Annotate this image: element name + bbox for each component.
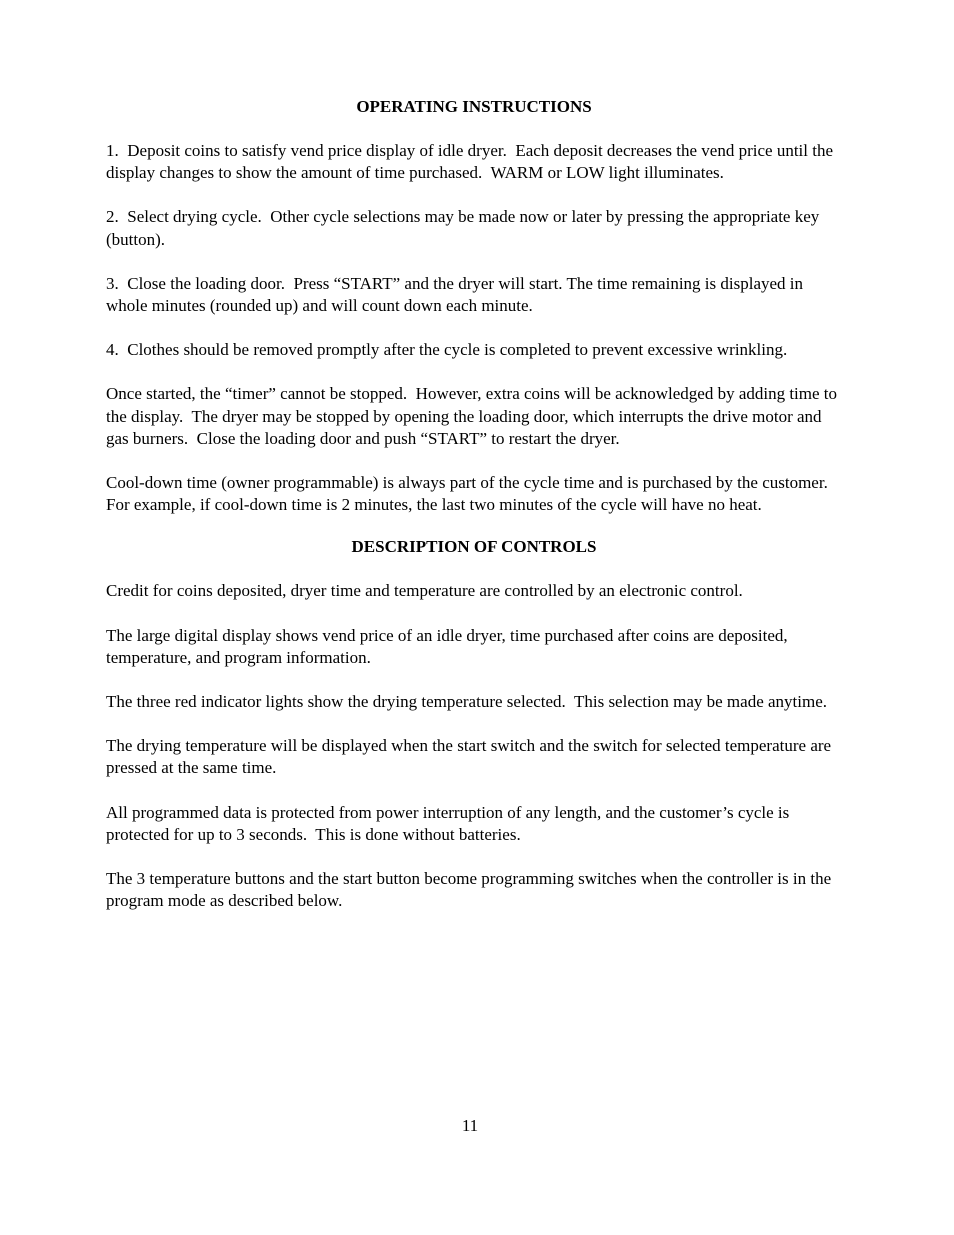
document-page [106,96,842,934]
step-1-paragraph: 1. Deposit coins to satisfy vend price display of idle dryer. Each deposit decreases the vend price until the display changes to show the amount of time purchased. WARM or LOW light illuminates. [106,141,838,183]
step-2-paragraph: 2. Select drying cycle. Other cycle selections may be made now or later by pressing the appropriate key (button). [106,207,824,249]
step-3-paragraph: 3. Close the loading door. Press “START” and the dryer will start. The time remaining is displayed in whole minutes (rounded up) and will count down each minute. [106,273,808,316]
controls-paragraph: The large digital display shows vend price of an idle dryer, time purchased after coins are deposited, temperature, and program information. [106,625,792,667]
controls-paragraph: Credit for coins deposited, dryer time and temperature are controlled by an electronic control. [106,581,743,601]
controls-paragraph: All programmed data is protected from power interruption of any length, and the customer’s cycle is protected for up to 3 seconds. This is done without batteries. [106,802,794,844]
controls-paragraph: The three red indicator lights show the drying temperature selected. This selection may be made anytime. [106,692,828,712]
page-number: 11 [461,1116,479,1135]
controls-paragraph: The drying temperature will be displayed when the start switch and the switch for selected temperature are pressed at the same time. [106,736,836,778]
step-4-paragraph: 4. Clothes should be removed promptly after the cycle is completed to prevent excessive wrinkling. [106,340,788,360]
cool-down-paragraph: Cool-down time (owner programmable) is always part of the cycle time and is purchased by the customer. For example, if cool-down time is 2 minutes, the last two minutes of the cycle will have no heat. [106,473,837,515]
timer-note-paragraph: Once started, the “timer” cannot be stopped. However, extra coins will be acknowledged by adding time to the display. The dryer may be stopped by opening the loading door, which interrupts the drive motor and gas burners. Close the loading door and push “START” to restart the dryer. [106,384,842,448]
controls-paragraph: The 3 temperature buttons and the start button become programming switches when the controller is in the program mode as described below. [106,869,836,911]
operating-instructions-heading: OPERATING INSTRUCTIONS [356,97,592,116]
description-of-controls-heading: DESCRIPTION OF CONTROLS [351,537,597,557]
